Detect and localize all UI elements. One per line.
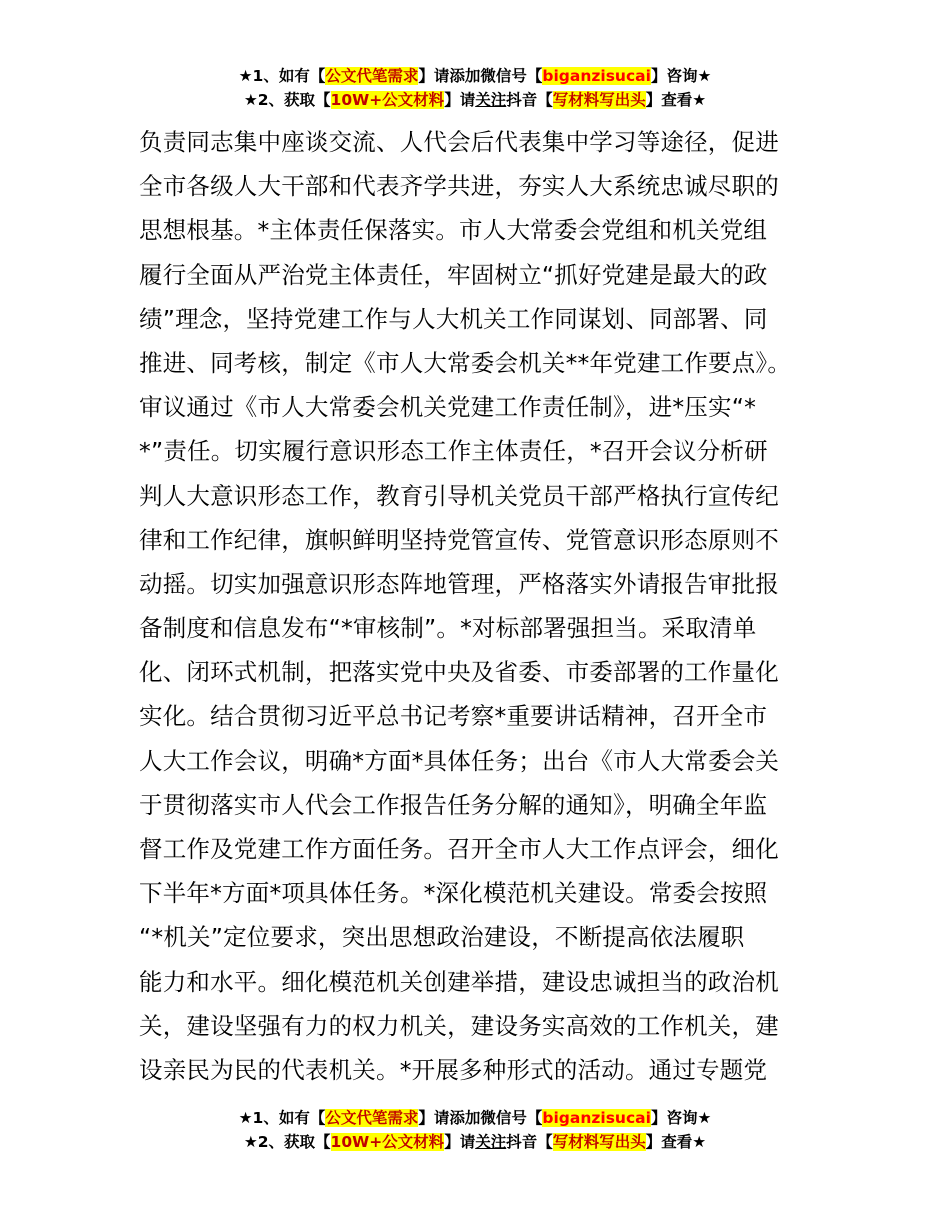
body-line: 化、闭环式机制，把落实党中央及省委、市委部署的工作量化 [139, 658, 779, 687]
highlight-service: 公文代笔需求 [325, 67, 419, 85]
body-line: 备制度和信息发布“*审核制”。*对标部署强担当。采取清单 [139, 614, 757, 643]
body-line: 于贯彻落实市人代会工作报告任务分解的通知》，明确全年监 [139, 790, 768, 819]
body-line: 设亲民为民的代表机关。*开展多种形式的活动。通过专题党 [139, 1055, 768, 1084]
body-line: 判人大意识形态工作，教育引导机关党员干部严格执行宣传纪 [139, 481, 779, 510]
header-text: 】请添加微信号【 [418, 67, 543, 85]
body-line: 推进、同考核，制定《市人大常委会机关**年党建工作要点》。 [139, 348, 792, 377]
footer-text: 抖音【 [506, 1133, 553, 1151]
underlined-follow: 关注 [475, 1133, 507, 1151]
header-text: ★1、如有【 [238, 67, 326, 85]
highlight-service: 公文代笔需求 [325, 1109, 419, 1127]
document-body [139, 120, 815, 1092]
header-text: 抖音【 [506, 91, 553, 109]
underlined-follow: 关注 [475, 91, 507, 109]
header-text: 】查看★ [645, 91, 707, 109]
header-line-1 [0, 64, 950, 88]
body-line: 审议通过《市人大常委会机关党建工作责任制》，进*压实“* [139, 393, 757, 422]
body-line: 人大工作会议，明确*方面*具体任务；出台《市人大常委会关 [139, 746, 780, 775]
body-line: 全市各级人大干部和代表齐学共进，夯实人大系统忠诚尽职的 [139, 172, 779, 201]
body-line: 实化。结合贯彻习近平总书记考察*重要讲话精神，召开全市 [139, 702, 768, 731]
footer-text: 】咨询★ [650, 1109, 712, 1127]
header-text: 】请 [444, 91, 476, 109]
footer-text: ★2、获取【 [243, 1133, 331, 1151]
footer-line-1 [0, 1106, 950, 1130]
body-line: *”责任。切实履行意识形态工作主体责任，*召开会议分析研 [139, 437, 768, 466]
highlight-materials: 10W+公文材料 [330, 1133, 445, 1151]
highlight-douyin: 写材料写出头 [552, 1133, 646, 1151]
footer-text: 】请添加微信号【 [418, 1109, 543, 1127]
highlight-wechat-id: biganzisucai [542, 1109, 651, 1127]
body-line: 思想根基。*主体责任保落实。市人大常委会党组和机关党组 [139, 216, 768, 245]
header-banner [0, 64, 950, 112]
body-line: 动摇。切实加强意识形态阵地管理，严格落实外请报告审批报 [139, 569, 779, 598]
header-line-2 [0, 88, 950, 112]
highlight-wechat-id: biganzisucai [542, 67, 651, 85]
body-line: 负责同志集中座谈交流、人代会后代表集中学习等途径，促进 [139, 128, 779, 156]
footer-banner [0, 1106, 950, 1154]
body-line: 下半年*方面*项具体任务。*深化模范机关建设。常委会按照 [139, 879, 768, 908]
body-line: 律和工作纪律，旗帜鲜明坚持党管宣传、党管意识形态原则不 [139, 525, 779, 554]
body-line: 能力和水平。细化模范机关创建举措，建设忠诚担当的政治机 [139, 967, 779, 996]
footer-text: ★1、如有【 [238, 1109, 326, 1127]
body-line: 履行全面从严治党主体责任，牢固树立“抓好党建是最大的政 [139, 260, 768, 289]
highlight-materials: 10W+公文材料 [330, 91, 445, 109]
footer-text: 】查看★ [645, 1133, 707, 1151]
body-line: 关，建设坚强有力的权力机关，建设务实高效的工作机关，建 [139, 1011, 779, 1040]
footer-text: 】请 [444, 1133, 476, 1151]
highlight-douyin: 写材料写出头 [552, 91, 646, 109]
footer-line-2 [0, 1130, 950, 1154]
body-line: “*机关”定位要求，突出思想政治建设，不断提高依法履职 [139, 923, 745, 952]
body-line: 绩”理念，坚持党建工作与人大机关工作同谋划、同部署、同 [139, 304, 768, 333]
header-text: ★2、获取【 [243, 91, 331, 109]
header-text: 】咨询★ [650, 67, 712, 85]
body-line: 督工作及党建工作方面任务。召开全市人大工作点评会，细化 [139, 835, 779, 863]
